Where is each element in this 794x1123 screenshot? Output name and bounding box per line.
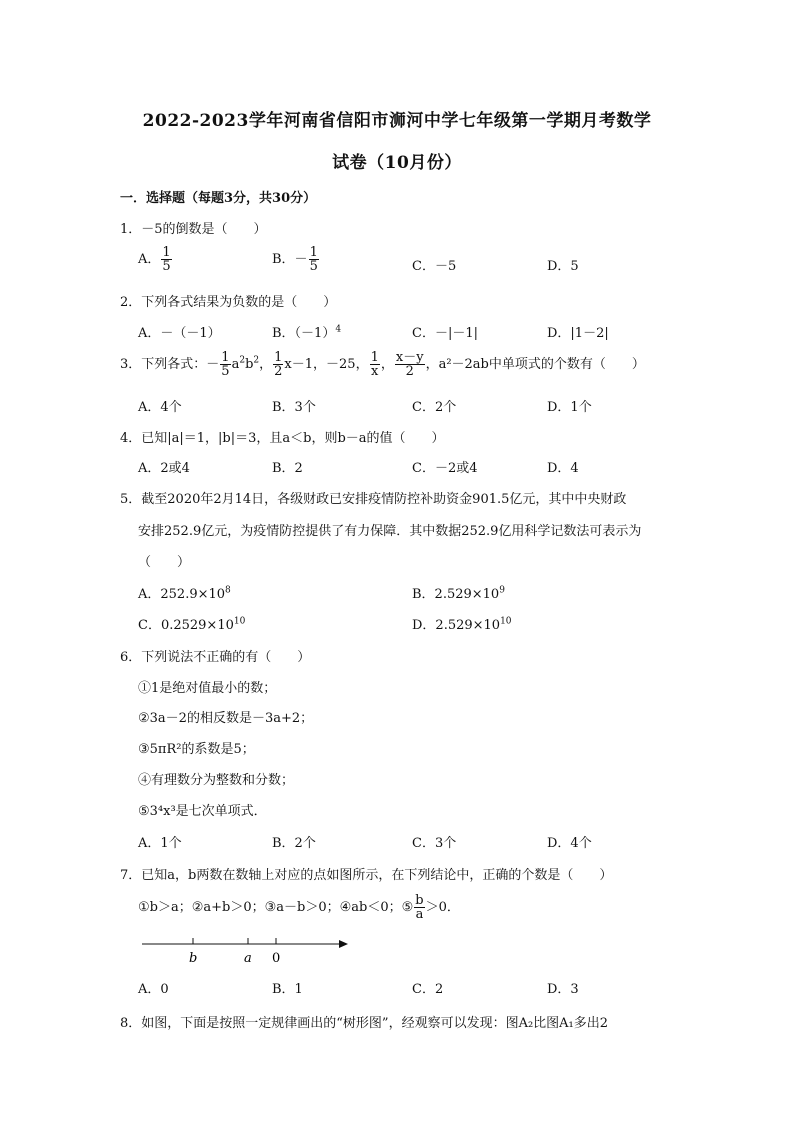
q6-option-d: D．4个 <box>547 836 592 851</box>
q6-option-b: B．2个 <box>272 836 316 851</box>
number-line-figure <box>138 932 358 968</box>
q2-option-b: B．$(-1)^4$ <box>272 324 342 341</box>
q3-option-b: B．3个 <box>272 400 316 415</box>
q4-option-b: B．2 <box>272 461 303 476</box>
q6-statement-1: ①1是绝对值最小的数； <box>138 681 277 696</box>
q5-option-d: D．$2.529\times 10^{10}$ <box>412 616 512 633</box>
label-zero: 0 <box>272 951 281 966</box>
q1-option-d: D．5 <box>547 259 579 274</box>
q7-option-c: C．2 <box>412 982 444 997</box>
q4-option-a: A．2或4 <box>138 461 190 476</box>
section-heading: 一．选择题（每题3分，共30分） <box>120 191 317 206</box>
q7-option-b: B．1 <box>272 982 303 997</box>
q4-option-c: C．－2或4 <box>412 461 478 476</box>
question-8-stem: 8．如图，下面是按照一定规律画出的“树形图”，经观察可以发现：图A₂比图A₁多出2 <box>120 1016 609 1031</box>
page-title-line1: 2022-2023学年河南省信阳市浉河中学七年级第一学期月考数学 <box>142 111 652 131</box>
q7-option-a: A．0 <box>138 982 169 997</box>
q6-statement-2: ②3a－2的相反数是－3a+2； <box>138 711 314 726</box>
q6-option-a: A．1个 <box>138 836 182 851</box>
number-line-arrow <box>339 940 348 948</box>
q3-option-a: A．4个 <box>138 400 182 415</box>
question-7-stem: 7．已知a，b两数在数轴上对应的点如图所示，在下列结论中，正确的个数是（ ） <box>120 868 613 883</box>
question-5-line2: 安排252.9亿元，为疫情防控提供了有力保障．其中数据252.9亿用科学记数法可表示为 <box>138 524 642 539</box>
q2-option-c: C．－|－1| <box>412 326 478 341</box>
question-3-stem: 3．下列各式：－ $\frac{1}{5}$ $a^2b^2$， $\frac{1}{2}$ x－1，－25， $\frac{1}{x}$ ， $\frac{x-y}{2}$ ，a²－2ab中单项式的个数有（ ） <box>120 350 645 379</box>
q1-option-b: B．－ $\frac{1}{5}$ <box>272 245 318 274</box>
q6-statement-3: ③5πR²的系数是5； <box>138 742 255 757</box>
question-2-stem: 2．下列各式结果为负数的是（ ） <box>120 295 337 310</box>
q6-option-c: C．3个 <box>412 836 457 851</box>
q1-option-c: C．－5 <box>412 259 457 274</box>
q2-option-a: A．－（－1） <box>138 326 221 341</box>
q6-statement-4: ④有理数分为整数和分数； <box>138 773 295 788</box>
question-1-stem: 1．－5的倒数是（ ） <box>120 222 267 237</box>
label-b: b <box>189 951 198 966</box>
question-6-stem: 6．下列说法不正确的有（ ） <box>120 650 311 665</box>
q3-option-c: C．2个 <box>412 400 457 415</box>
q5-option-b: B．$2.529\times 10^9$ <box>412 585 505 602</box>
page-title-line2: 试卷（10月份） <box>332 153 462 173</box>
q1-option-a: A． $\frac{1}{5}$ <box>138 245 171 274</box>
q7-conditions: ①b＞a；②a+b＞0；③a－b＞0；④ab＜0；⑤ $\frac{b}{a}$ ＞0． <box>138 893 460 922</box>
question-5-line1: 5．截至2020年2月14日，各级财政已安排疫情防控补助资金901.5亿元，其中中央财政 <box>120 492 627 507</box>
question-5-line3: （ ） <box>138 555 191 570</box>
q5-option-c: C．$0.2529\times 10^{10}$ <box>138 616 246 633</box>
q4-option-d: D．4 <box>547 461 579 476</box>
q7-option-d: D．3 <box>547 982 579 997</box>
q6-statement-5: ⑤3⁴x³是七次单项式． <box>138 804 267 819</box>
label-a: a <box>244 951 252 966</box>
q3-option-d: D．1个 <box>547 400 592 415</box>
q5-option-a: A．$252.9\times 10^8$ <box>138 585 231 602</box>
question-4-stem: 4．已知|a|＝1，|b|＝3，且a＜b，则b－a的值（ ） <box>120 431 445 446</box>
q2-option-d: D．|1－2| <box>547 326 609 341</box>
